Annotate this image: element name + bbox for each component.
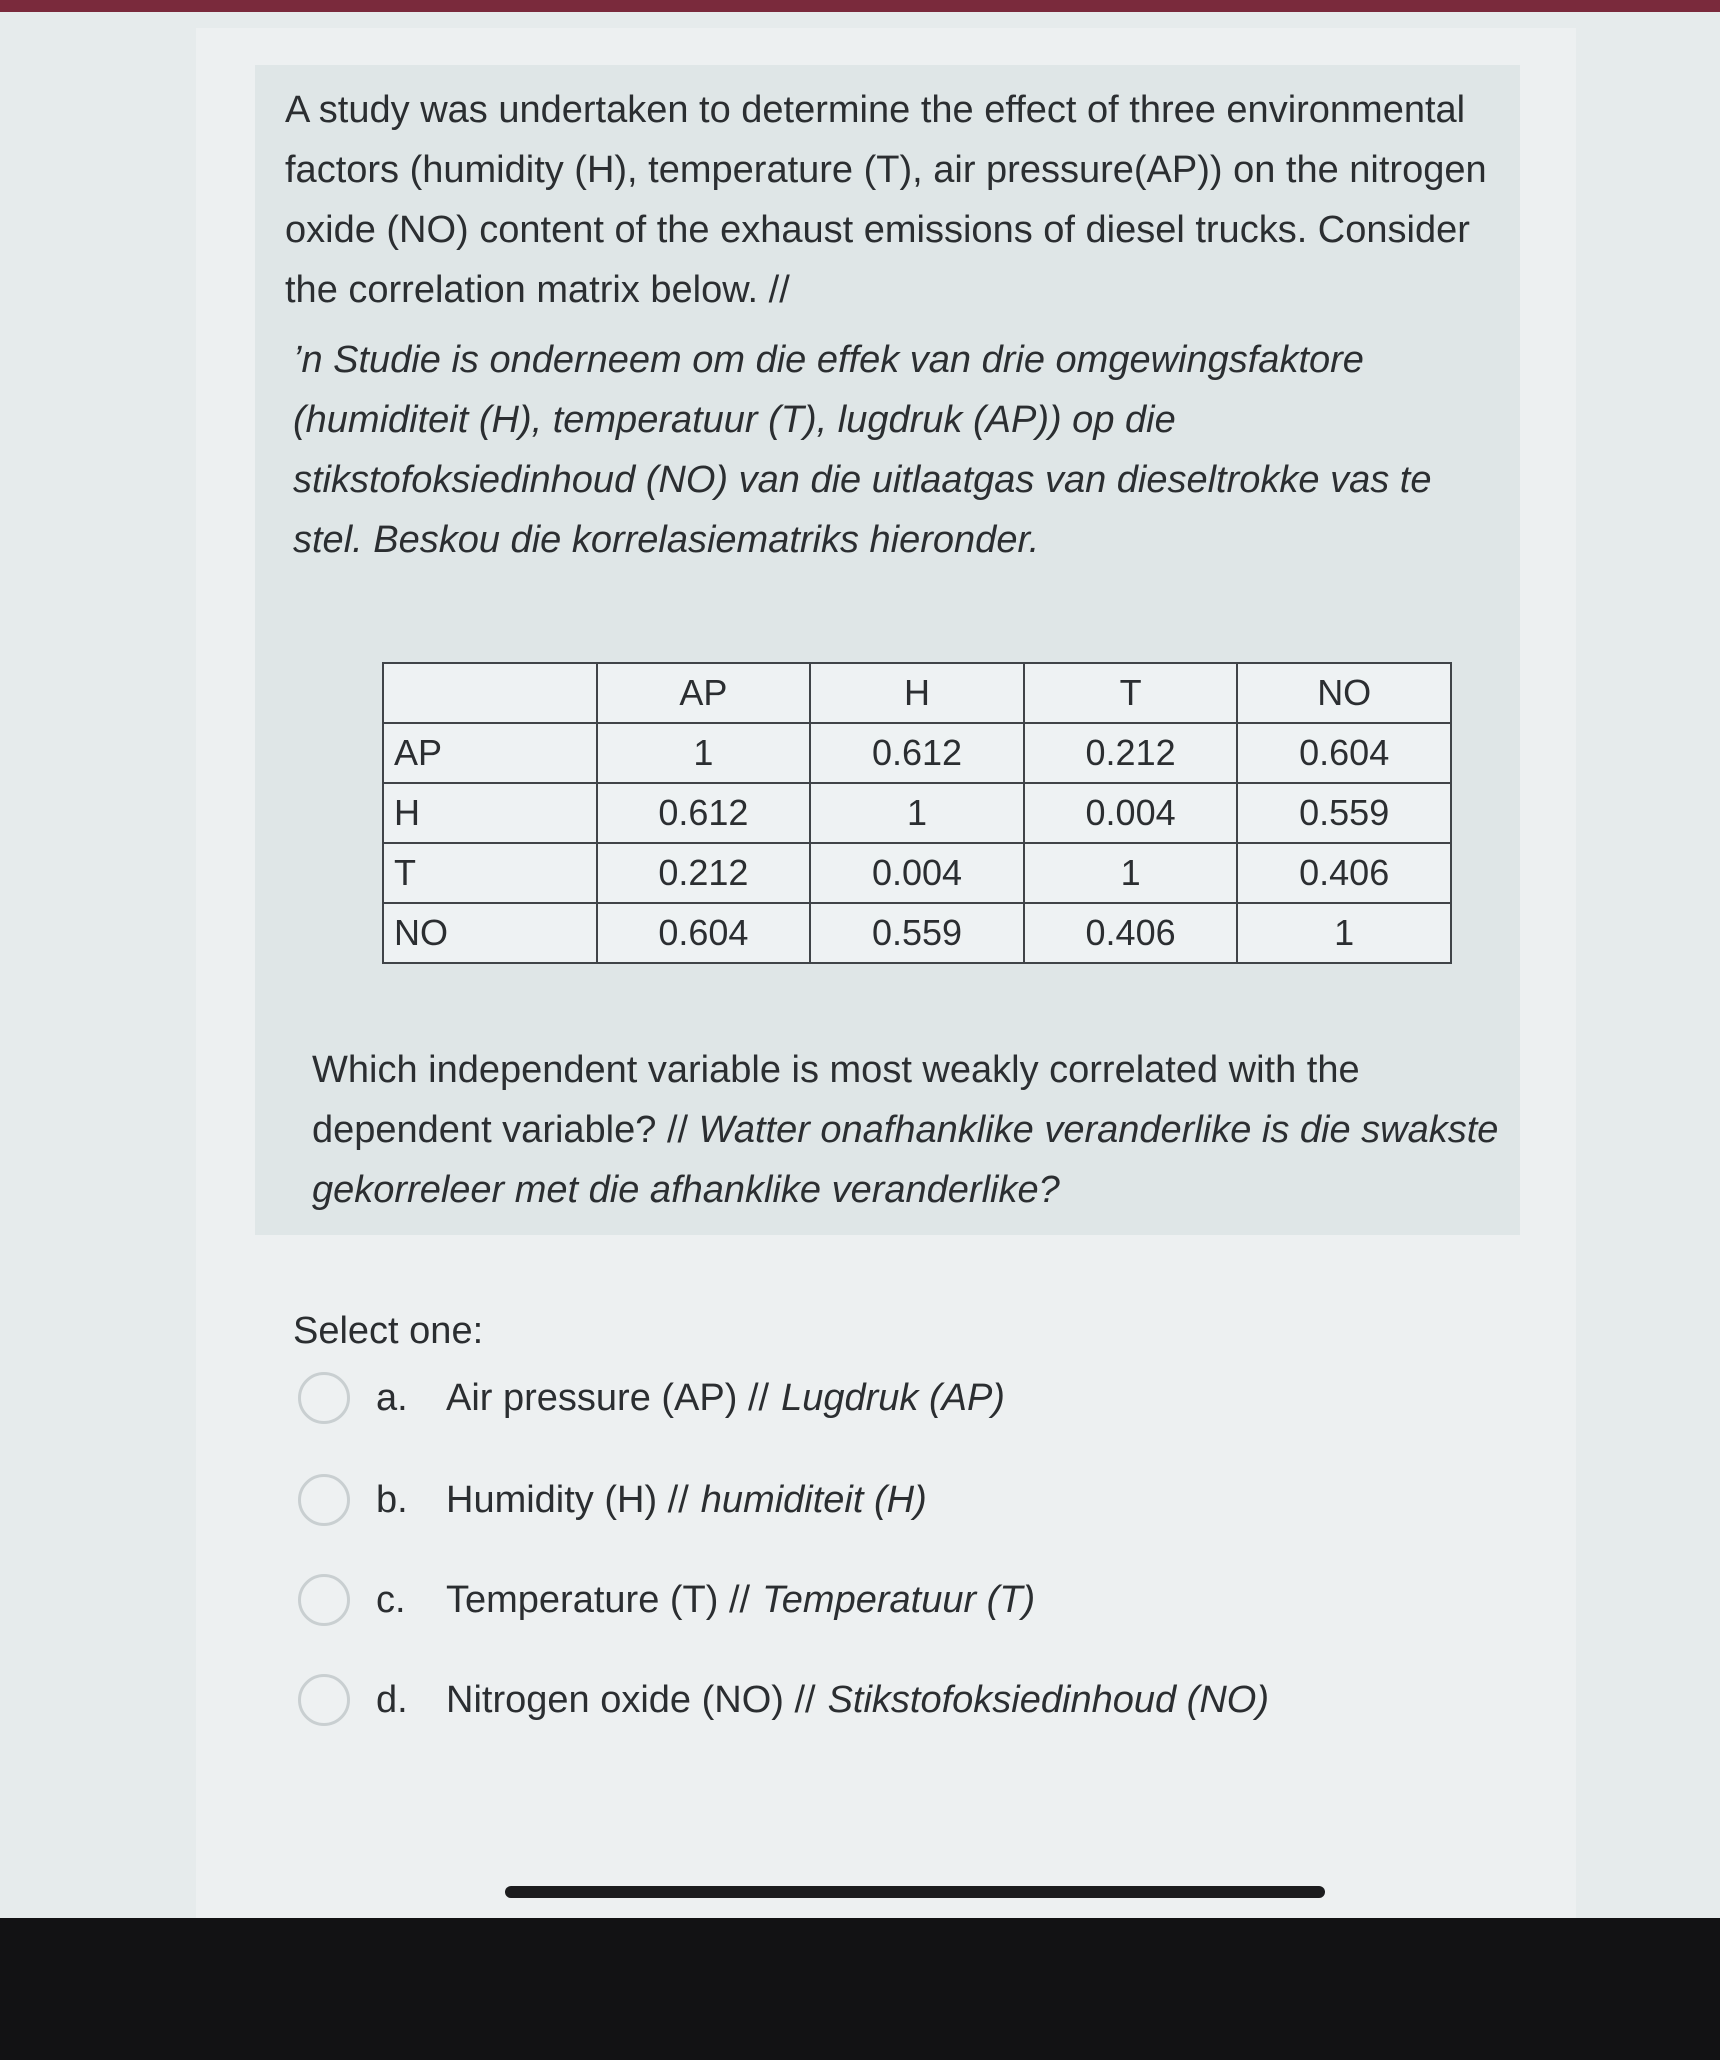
matrix-row-label: AP xyxy=(383,723,597,783)
matrix-row xyxy=(383,903,1451,963)
matrix-header-cell: H xyxy=(810,663,1024,723)
matrix-header-cell: T xyxy=(1024,663,1238,723)
matrix-cell: 0.212 xyxy=(597,843,811,903)
matrix-cell: 0.559 xyxy=(810,903,1024,963)
matrix-row-label: NO xyxy=(383,903,597,963)
top-bar xyxy=(0,0,1720,12)
followup-text-english: Which independent variable is most weakly correlated with the dependent variable? // xyxy=(312,1049,1360,1151)
matrix-row xyxy=(383,723,1451,783)
matrix-cell: 0.604 xyxy=(597,903,811,963)
option-text-english: Nitrogen oxide (NO) // xyxy=(446,1678,816,1721)
followup-text-afrikaans: Watter onafhanklike veranderlike is die swakste gekorreleer met die afhanklike veranderlike? xyxy=(312,1109,1499,1211)
matrix-header-cell: AP xyxy=(597,663,811,723)
matrix-cell: 1 xyxy=(810,783,1024,843)
option-a[interactable] xyxy=(298,1372,1005,1424)
matrix-cell: 0.004 xyxy=(1024,783,1238,843)
option-letter: c. xyxy=(376,1578,406,1621)
matrix-header-cell xyxy=(383,663,597,723)
matrix-row xyxy=(383,843,1451,903)
correlation-matrix xyxy=(382,662,1452,964)
matrix-header-row xyxy=(383,663,1451,723)
matrix-cell: 0.212 xyxy=(1024,723,1238,783)
option-letter: d. xyxy=(376,1678,408,1721)
option-text-afrikaans: Lugdruk (AP) xyxy=(781,1376,1005,1419)
matrix-cell: 0.406 xyxy=(1237,843,1451,903)
matrix-cell: 0.612 xyxy=(597,783,811,843)
option-d[interactable] xyxy=(298,1674,1269,1726)
option-text-english: Temperature (T) // xyxy=(446,1578,751,1621)
option-text-afrikaans: humiditeit (H) xyxy=(700,1478,927,1521)
option-text-afrikaans: Temperatuur (T) xyxy=(762,1578,1036,1621)
question-text-afrikaans: ’n Studie is onderneem om die effek van drie omgewingsfaktore (humiditeit (H), temperatuur (T), lugdruk (AP)) op die stikstofoksiedinhoud (NO) van die uitlaatgas van dieseltrokke vas te stel. Beskou die korrelasiematriks hieronder. xyxy=(293,339,1432,561)
matrix-cell: 1 xyxy=(1024,843,1238,903)
followup-question xyxy=(312,1040,1512,1220)
bottom-bezel xyxy=(0,1918,1720,2060)
home-indicator xyxy=(505,1886,1325,1898)
matrix-cell: 0.559 xyxy=(1237,783,1451,843)
matrix-cell: 1 xyxy=(597,723,811,783)
option-c[interactable] xyxy=(298,1574,1035,1626)
matrix-header-cell: NO xyxy=(1237,663,1451,723)
matrix-cell: 0.406 xyxy=(1024,903,1238,963)
matrix-cell: 0.604 xyxy=(1237,723,1451,783)
question-text-english: A study was undertaken to determine the effect of three environmental factors (humidity (H), temperature (T), air pressure(AP)) on the nitrogen oxide (NO) content of the exhaust emissions of diesel trucks. Consider the correlation matrix below. // xyxy=(285,89,1487,311)
radio-button[interactable] xyxy=(298,1474,350,1526)
option-text-english: Humidity (H) // xyxy=(446,1478,689,1521)
matrix-cell: 1 xyxy=(1237,903,1451,963)
matrix-row-label: H xyxy=(383,783,597,843)
matrix-cell: 0.004 xyxy=(810,843,1024,903)
radio-button[interactable] xyxy=(298,1372,350,1424)
matrix-row xyxy=(383,783,1451,843)
radio-button[interactable] xyxy=(298,1674,350,1726)
matrix-row-label: T xyxy=(383,843,597,903)
radio-button[interactable] xyxy=(298,1574,350,1626)
matrix-cell: 0.612 xyxy=(810,723,1024,783)
option-letter: b. xyxy=(376,1478,408,1521)
option-text-english: Air pressure (AP) // xyxy=(446,1376,770,1419)
option-text-afrikaans: Stikstofoksiedinhoud (NO) xyxy=(827,1678,1269,1721)
select-one-label: Select one: xyxy=(293,1310,484,1352)
option-b[interactable] xyxy=(298,1474,927,1526)
option-letter: a. xyxy=(376,1376,408,1419)
